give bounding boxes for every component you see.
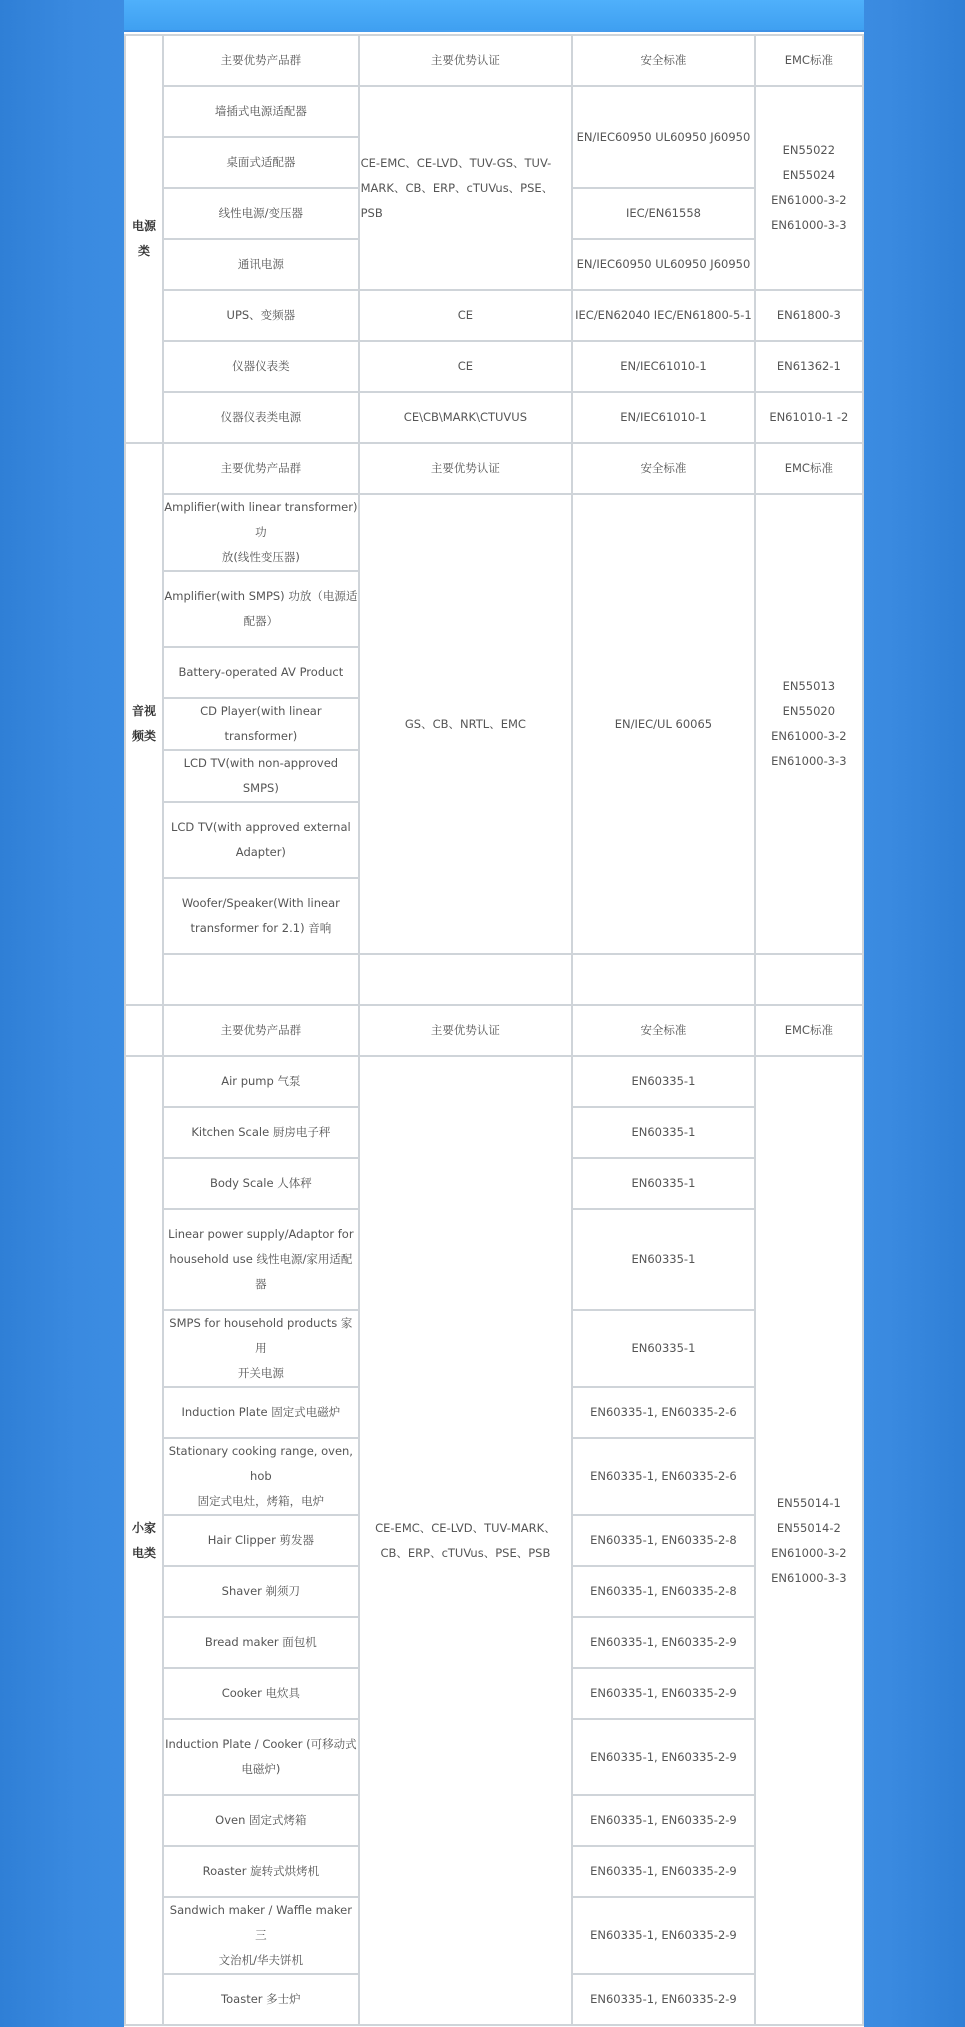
table-row: [126, 342, 862, 391]
table-row: [126, 291, 862, 340]
cert-cell: CE: [360, 291, 572, 340]
safety-cell: EN60335-1: [573, 1311, 753, 1386]
product-cell: Air pump 气泵: [164, 1057, 358, 1106]
safety-cell: EN60335-1: [573, 1159, 753, 1208]
empty-cell: [360, 955, 572, 1004]
safety-cell: EN/IEC60950 UL60950 J60950: [573, 87, 753, 187]
emc-cell: EN61362-1: [756, 342, 862, 391]
product-cell: Hair Clipper 剪发器: [164, 1516, 358, 1565]
header-cert: 主要优势认证: [360, 444, 572, 493]
power-category-label: 电源 类: [126, 36, 162, 442]
header-safety: 安全标准: [573, 1006, 753, 1055]
safety-cell: EN60335-1, EN60335-2-6: [573, 1439, 753, 1514]
product-cell: Bread maker 面包机: [164, 1618, 358, 1667]
header-product: 主要优势产品群: [164, 36, 358, 85]
cert-cell: CE-EMC、CE-LVD、TUV-GS、TUV- MARK、CB、ERP、cTUVus、PSE、 PSB: [360, 87, 572, 289]
safety-cell: EN60335-1: [573, 1210, 753, 1309]
safety-cell: EN/IEC/UL 60065: [573, 495, 753, 953]
safety-cell: EN60335-1, EN60335-2-6: [573, 1388, 753, 1437]
emc-cell: EN61010-1 -2: [756, 393, 862, 442]
empty-row: [126, 955, 862, 1004]
safety-cell: EN/IEC61010-1: [573, 342, 753, 391]
product-cell: 线性电源/变压器: [164, 189, 358, 238]
product-cell: 仪器仪表类电源: [164, 393, 358, 442]
product-cell: Sandwich maker / Waffle maker 三 文治机/华夫饼机: [164, 1898, 358, 1973]
header-safety: 安全标准: [573, 36, 753, 85]
product-cell: CD Player(with linear transformer): [164, 699, 358, 749]
header-cert: 主要优势认证: [360, 36, 572, 85]
table-row: [126, 1057, 862, 1106]
product-cell: 通讯电源: [164, 240, 358, 289]
product-cell: Woofer/Speaker(With linear transformer for 2.1) 音响: [164, 879, 358, 953]
emc-cell: EN55014-1 EN55014-2 EN61000-3-2 EN61000-3-3: [756, 1057, 862, 2024]
product-cell: Amplifier(with SMPS) 功放（电源适 配器）: [164, 572, 358, 646]
product-cell: 桌面式适配器: [164, 138, 358, 187]
safety-cell: EN60335-1, EN60335-2-8: [573, 1516, 753, 1565]
emc-cell: EN55013 EN55020 EN61000-3-2 EN61000-3-3: [756, 495, 862, 953]
empty-cell: [126, 1006, 162, 1055]
cert-cell: CE: [360, 342, 572, 391]
header-cert: 主要优势认证: [360, 1006, 572, 1055]
safety-cell: IEC/EN61558: [573, 189, 753, 238]
safety-cell: EN60335-1, EN60335-2-9: [573, 1669, 753, 1718]
cert-cell: CE\CB\MARK\CTUVUS: [360, 393, 572, 442]
top-banner: [124, 0, 864, 30]
product-cell: LCD TV(with non-approved SMPS): [164, 751, 358, 801]
product-cell: Amplifier(with linear transformer) 功 放(线性变压器): [164, 495, 358, 570]
safety-cell: EN60335-1, EN60335-2-9: [573, 1618, 753, 1667]
product-cell: 仪器仪表类: [164, 342, 358, 391]
product-cell: Cooker 电炊具: [164, 1669, 358, 1718]
emc-cell: EN61800-3: [756, 291, 862, 340]
header-emc: EMC标准: [756, 444, 862, 493]
av-category-label: 音视 频类: [126, 444, 162, 1004]
product-cell: SMPS for household products 家用 开关电源: [164, 1311, 358, 1386]
safety-cell: EN60335-1, EN60335-2-9: [573, 1720, 753, 1794]
table-row: [126, 495, 862, 570]
product-cell: Shaver 剃须刀: [164, 1567, 358, 1616]
product-cell: Battery-operated AV Product: [164, 648, 358, 697]
header-emc: EMC标准: [756, 36, 862, 85]
safety-cell: EN60335-1, EN60335-2-8: [573, 1567, 753, 1616]
product-cell: Toaster 多士炉: [164, 1975, 358, 2024]
safety-cell: EN60335-1, EN60335-2-9: [573, 1975, 753, 2024]
product-cell: 墙插式电源适配器: [164, 87, 358, 136]
safety-cell: EN/IEC61010-1: [573, 393, 753, 442]
product-cell: Body Scale 人体秤: [164, 1159, 358, 1208]
appliance-category-label: 小家 电类: [126, 1057, 162, 2024]
power-header-row: [126, 36, 862, 85]
header-safety: 安全标准: [573, 444, 753, 493]
safety-cell: EN60335-1, EN60335-2-9: [573, 1847, 753, 1896]
appliance-header-row: [126, 1006, 862, 1055]
product-cell: Linear power supply/Adaptor for household use 线性电源/家用适配 器: [164, 1210, 358, 1309]
safety-cell: EN60335-1, EN60335-2-9: [573, 1898, 753, 1973]
safety-cell: IEC/EN62040 IEC/EN61800-5-1: [573, 291, 753, 340]
safety-cell: EN60335-1, EN60335-2-9: [573, 1796, 753, 1845]
av-header-row: [126, 444, 862, 493]
table-row: [126, 393, 862, 442]
header-product: 主要优势产品群: [164, 444, 358, 493]
empty-cell: [756, 955, 862, 1004]
product-cell: Induction Plate / Cooker (可移动式 电磁炉): [164, 1720, 358, 1794]
header-emc: EMC标准: [756, 1006, 862, 1055]
safety-cell: EN60335-1: [573, 1108, 753, 1157]
cert-cell: GS、CB、NRTL、EMC: [360, 495, 572, 953]
header-product: 主要优势产品群: [164, 1006, 358, 1055]
empty-cell: [573, 955, 753, 1004]
product-cell: Stationary cooking range, oven, hob 固定式电灶，烤箱，电炉: [164, 1439, 358, 1514]
safety-cell: EN60335-1: [573, 1057, 753, 1106]
product-cell: LCD TV(with approved external Adapter): [164, 803, 358, 877]
emc-cell: EN55022 EN55024 EN61000-3-2 EN61000-3-3: [756, 87, 862, 289]
product-cell: UPS、变频器: [164, 291, 358, 340]
cert-cell: CE-EMC、CE-LVD、TUV-MARK、 CB、ERP、cTUVus、PSE、PSB: [360, 1057, 572, 2024]
empty-cell: [164, 955, 358, 1004]
product-cell: Kitchen Scale 厨房电子秤: [164, 1108, 358, 1157]
product-cell: Oven 固定式烤箱: [164, 1796, 358, 1845]
table-row: [126, 87, 862, 136]
certification-table: [124, 34, 864, 2026]
product-cell: Induction Plate 固定式电磁炉: [164, 1388, 358, 1437]
product-cell: Roaster 旋转式烘烤机: [164, 1847, 358, 1896]
safety-cell: EN/IEC60950 UL60950 J60950: [573, 240, 753, 289]
